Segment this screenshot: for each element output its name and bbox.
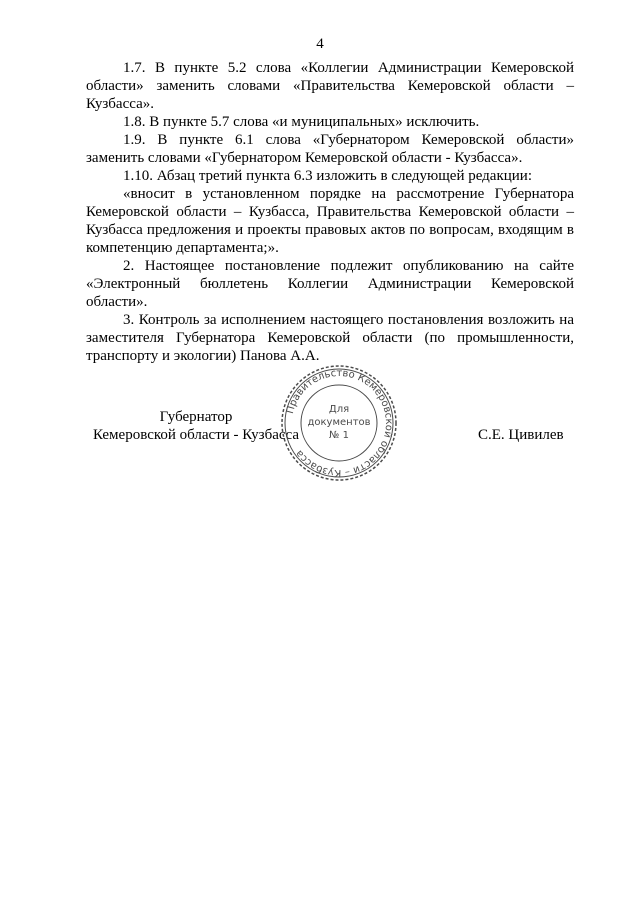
stamp-center-line2: документов <box>307 417 371 428</box>
stamp-center-line3: № 1 <box>329 430 349 441</box>
signatory-title <box>86 408 306 444</box>
stamp-ring-text: Правительство Кемеровской области – Кузбасса <box>284 367 395 479</box>
paragraph-1-10: 1.10. Абзац третий пункта 6.3 изложить в следующей редакции: <box>123 168 533 184</box>
paragraph-3: 3. Контроль за исполнением настоящего постановления возложить на заместителя Губернатора Кемеровской области (по промышленности, транспорту и экологии) Панова А.А. <box>86 312 574 364</box>
signatory-name: С.Е. Цивилев <box>478 427 564 443</box>
paragraph-1-7: 1.7. В пункте 5.2 слова «Коллегии Администрации Кемеровской области» заменить словами «Правительства Кемеровской области – Кузбасса». <box>86 60 574 112</box>
official-stamp <box>279 363 399 483</box>
paragraph-1-9: 1.9. В пункте 6.1 слова «Губернатором Кемеровской области» заменить словами «Губернатором Кемеровской области - Кузбасса». <box>86 132 574 166</box>
signatory-title-line1: Губернатор <box>159 409 233 425</box>
signatory-title-line2: Кемеровской области - Кузбасса <box>92 427 300 443</box>
paragraph-quote: «вносит в установленном порядке на рассмотрение Губернатора Кемеровской области – Кузбасса, Правительства Кемеровской области – Кузбасса предложения и проекты правовых актов по вопросам, входящим в компетенцию департамента;». <box>86 186 574 256</box>
document-body <box>86 59 574 365</box>
page-number: 4 <box>316 36 324 52</box>
paragraph-1-8: 1.8. В пункте 5.7 слова «и муниципальных» исключить. <box>123 114 480 130</box>
stamp-center-line1: Для <box>328 404 350 415</box>
paragraph-2: 2. Настоящее постановление подлежит опубликованию на сайте «Электронный бюллетень Коллегии Администрации Кемеровской области». <box>86 258 574 310</box>
